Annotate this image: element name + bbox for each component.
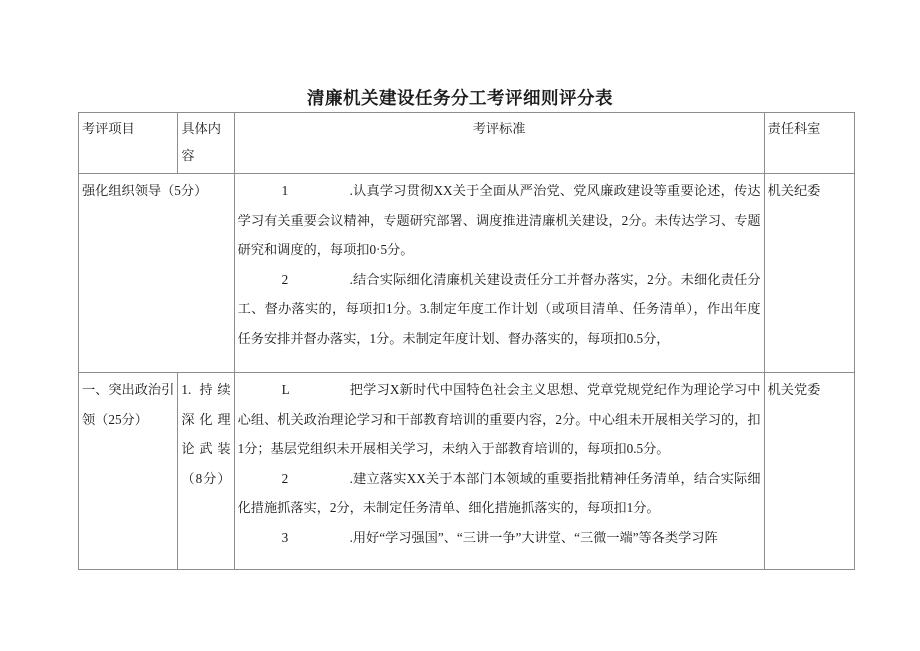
header-label-department: 责任科室 — [767, 121, 821, 136]
header-cell-content — [178, 113, 234, 174]
row-department-cell — [764, 373, 854, 570]
header-cell-department — [764, 113, 854, 174]
header-label-standard: 考评标准 — [472, 121, 526, 136]
standard-item — [238, 464, 761, 523]
row-department-cell — [764, 174, 854, 373]
item-text: .建立落实XX关于本部门本领域的重要指批精神任务清单，结合实际细化措施抓落实，2分，未制定任务清单、细化措施抓落实的，每项扣1分。 — [237, 470, 761, 515]
table-row — [79, 174, 855, 373]
row-standard-cell — [234, 174, 764, 373]
item-number: 3 — [281, 529, 289, 545]
row-standard-cell — [234, 373, 764, 570]
evaluation-score-table — [78, 112, 855, 570]
row-merged-title-cell — [79, 174, 235, 373]
standard-item — [238, 176, 761, 265]
item-text: .用好“学习强国”、“三讲一争”大讲堂、“三微一端”等各类学习阵 — [349, 529, 718, 545]
standard-item — [238, 375, 761, 464]
row-merged-title: 强化组织领导（5分） — [82, 183, 208, 198]
table-row — [79, 373, 855, 570]
header-label-project: 考评项目 — [82, 121, 135, 136]
department-label: 机关党委 — [767, 382, 821, 397]
standard-item — [238, 523, 761, 553]
item-text: .认真学习贯彻XX关于全面从严治党、党风廉政建设等重要论述，传达学习有关重要会议精神，专题研究部署、调度推进清廉机关建设，2分。未传达学习、专题研究和调度的，每项扣0·5分。 — [237, 183, 761, 257]
row-content-cell — [178, 373, 234, 570]
content-label: 1. 持续深化理论武装（8分） — [181, 382, 231, 486]
header-cell-project — [79, 113, 178, 174]
department-label: 机关纪委 — [767, 183, 821, 198]
project-label: 一、突出政治引领（25分） — [82, 382, 175, 427]
header-cell-standard — [234, 113, 764, 174]
page-title: 清廉机关建设任务分工考评细则评分表 — [307, 88, 613, 108]
item-number: 2 — [281, 470, 289, 486]
item-text: 把学习X新时代中国特色社会主义思想、党章党规党纪作为理论学习中心组、机关政治理论学习和干部教育培训的重要内容，2分。中心组未开展相关学习的，扣1分；基层党组织未开展相关学习，未纳入于部教育培训的，每项扣0.5分。 — [237, 382, 761, 456]
row-project-cell — [79, 373, 178, 570]
item-number: 1 — [281, 183, 289, 198]
standard-item — [238, 265, 761, 354]
item-number: 2 — [281, 271, 289, 287]
table-header-row — [79, 113, 855, 174]
item-number: L — [281, 382, 290, 397]
item-text: .结合实际细化清廉机关建设责任分工并督办落实，2分。未细化责任分工、督办落实的，每项扣1分。3.制定年度工作计划（或项目清单、任务清单），作出年度任务安排并督办落实，1分。未制定年度计划、督办落实的，每项扣0.5分， — [237, 271, 761, 346]
header-label-content: 具体内容 — [181, 121, 221, 163]
